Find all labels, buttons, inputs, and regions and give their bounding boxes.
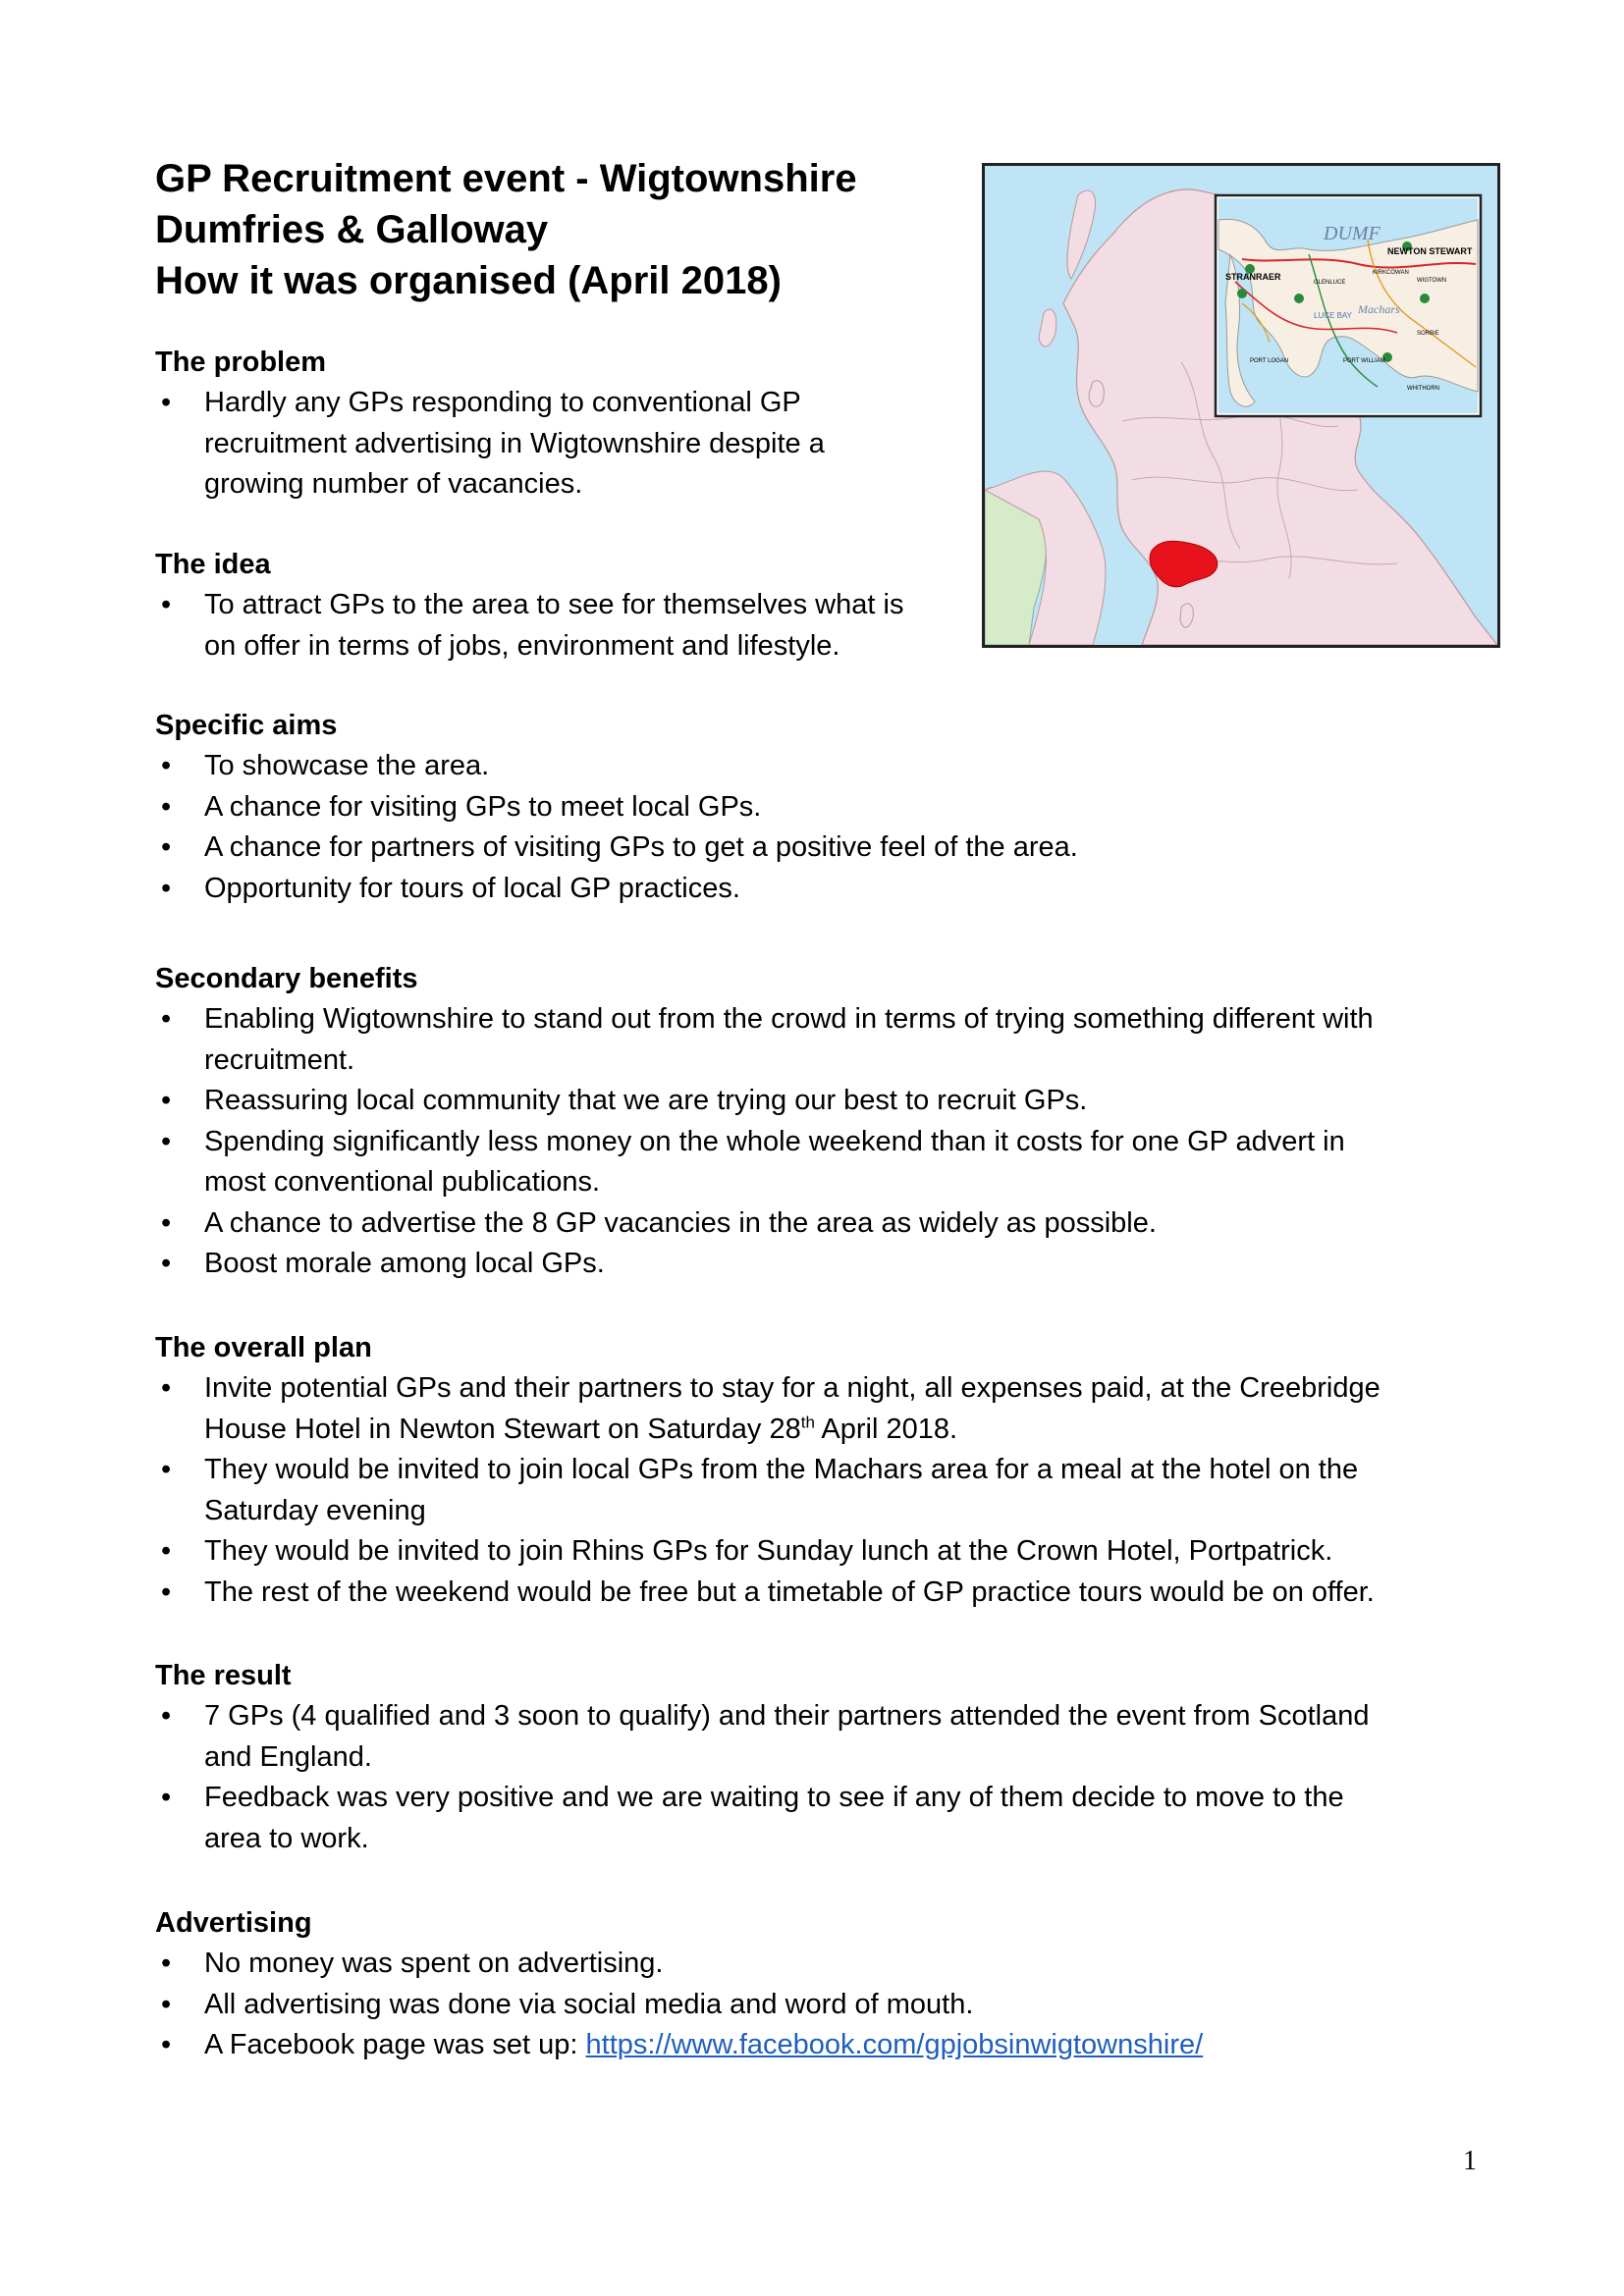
bullet-icon: • bbox=[161, 1372, 172, 1404]
inset-label-port-william: PORT WILLIAM bbox=[1343, 358, 1385, 364]
document-title bbox=[155, 153, 960, 306]
list-item bbox=[155, 1696, 1370, 1778]
list-item bbox=[155, 999, 1374, 1081]
bullet-icon: • bbox=[161, 1700, 172, 1732]
list-item-line: A chance for partners of visiting GPs to get a positive feel of the area. bbox=[204, 831, 1078, 863]
inset-label-newton-stewart: NEWTON STEWART bbox=[1387, 246, 1473, 256]
list-item-line: To showcase the area. bbox=[204, 750, 490, 781]
section-heading: The idea bbox=[155, 549, 271, 580]
inset-label-stranraer: STRANRAER bbox=[1225, 272, 1281, 282]
plan-text-pre: House Hotel in Newton Stewart on Saturday 28 bbox=[204, 1413, 801, 1445]
inset-label-wigtown: WIGTOWN bbox=[1417, 278, 1447, 284]
title-line-1: GP Recruitment event - Wigtownshire bbox=[155, 157, 857, 200]
list-item-line: Boost morale among local GPs. bbox=[204, 1248, 605, 1279]
list-item-line: and England. bbox=[204, 1740, 372, 1773]
inset-label-glenluce: GLENLUCE bbox=[1314, 280, 1346, 286]
facebook-prefix: A Facebook page was set up: bbox=[204, 2029, 586, 2060]
island-skye bbox=[1039, 309, 1056, 347]
bullet-icon: • bbox=[161, 2029, 172, 2060]
bullet-icon: • bbox=[161, 1575, 172, 1608]
list-item bbox=[155, 1573, 1380, 1614]
list-item-line: Spending significantly less money on the whole weekend than it costs for one GP advert in bbox=[204, 1125, 1345, 1157]
inset-label-dumfries: DUMF bbox=[1324, 223, 1380, 244]
inset-label-luce-bay: LUCE BAY bbox=[1314, 311, 1352, 320]
list-item bbox=[155, 828, 1078, 869]
section-the-result bbox=[155, 1655, 1370, 1859]
section-heading: The result bbox=[155, 1660, 292, 1691]
list-item-line bbox=[204, 1410, 1380, 1451]
bullet-icon: • bbox=[161, 589, 172, 620]
inset-label-machars: Machars bbox=[1358, 302, 1400, 316]
list-item bbox=[155, 383, 825, 506]
section-heading: Advertising bbox=[155, 1907, 312, 1939]
section-the-idea bbox=[155, 544, 903, 667]
list-item-line: No money was spent on advertising. bbox=[204, 1948, 664, 1979]
bullet-icon: • bbox=[161, 1782, 172, 1813]
inset-marker-6 bbox=[1237, 289, 1247, 298]
bullet-icon: • bbox=[161, 1206, 172, 1239]
list-item bbox=[155, 787, 1078, 828]
list-item-line: growing number of vacancies. bbox=[204, 468, 583, 500]
section-the-problem bbox=[155, 342, 825, 506]
bullet-icon: • bbox=[161, 1125, 172, 1157]
bullet-list bbox=[155, 1368, 1380, 1613]
section-overall-plan bbox=[155, 1327, 1380, 1613]
bullet-list bbox=[155, 1944, 1203, 2066]
list-item-line: The rest of the weekend would be free but a timetable of GP practice tours would be on offer. bbox=[204, 1575, 1375, 1608]
list-item-line: Saturday evening bbox=[204, 1494, 426, 1526]
bullet-list bbox=[155, 383, 825, 506]
list-item bbox=[155, 1203, 1374, 1245]
title-line-2: Dumfries & Galloway bbox=[155, 208, 549, 251]
list-item bbox=[155, 1081, 1374, 1122]
facebook-page-link[interactable]: https://www.facebook.com/gpjobsinwigtownshire/ bbox=[585, 2029, 1204, 2060]
inset-label-whithorn: WHITHORN bbox=[1407, 386, 1439, 392]
bullet-icon: • bbox=[161, 1948, 172, 1979]
inset-map bbox=[1216, 195, 1481, 416]
title-line-3: How it was organised (April 2018) bbox=[155, 259, 782, 302]
bullet-icon: • bbox=[161, 831, 172, 863]
section-heading: The overall plan bbox=[155, 1332, 372, 1363]
bullet-icon: • bbox=[161, 1988, 172, 2020]
list-item-line bbox=[204, 2025, 1203, 2066]
list-item bbox=[155, 1531, 1380, 1573]
inset-label-sorbie: SORBIE bbox=[1417, 331, 1439, 337]
bullet-icon: • bbox=[161, 750, 172, 781]
list-item bbox=[155, 1244, 1374, 1285]
list-item-line: most conventional publications. bbox=[204, 1166, 601, 1198]
list-item-line: A chance to advertise the 8 GP vacancies in the area as widely as possible. bbox=[204, 1206, 1157, 1239]
list-item bbox=[155, 2025, 1203, 2066]
map-svg bbox=[985, 166, 1497, 645]
list-item-line: area to work. bbox=[204, 1822, 369, 1854]
list-item-line: on offer in terms of jobs, environment and lifestyle. bbox=[204, 629, 840, 662]
inset-marker-2 bbox=[1294, 294, 1304, 303]
list-item-line: Reassuring local community that we are trying our best to recruit GPs. bbox=[204, 1085, 1088, 1116]
list-item bbox=[155, 1944, 1203, 1985]
section-secondary-benefits bbox=[155, 958, 1374, 1285]
list-item-line: Hardly any GPs responding to conventional GP bbox=[204, 387, 801, 418]
bullet-icon: • bbox=[161, 790, 172, 823]
inset-label-port-logan: PORT LOGAN bbox=[1250, 358, 1289, 364]
list-item-line: A chance for visiting GPs to meet local GPs. bbox=[204, 790, 762, 823]
list-item-line: Feedback was very positive and we are waiting to see if any of them decide to move to the bbox=[204, 1782, 1344, 1813]
bullet-icon: • bbox=[161, 1454, 172, 1485]
list-item-line: Invite potential GPs and their partners to stay for a night, all expenses paid, at the Creebridge bbox=[204, 1372, 1380, 1404]
ordinal-suffix: th bbox=[800, 1412, 815, 1431]
inset-marker-4 bbox=[1420, 294, 1430, 303]
section-advertising bbox=[155, 1902, 1203, 2066]
bullet-list bbox=[155, 1696, 1370, 1859]
bullet-list bbox=[155, 585, 903, 667]
list-item-line: To attract GPs to the area to see for themselves what is bbox=[204, 589, 904, 620]
plan-text-post: April 2018. bbox=[814, 1413, 958, 1445]
list-item-line: 7 GPs (4 qualified and 3 soon to qualify) and their partners attended the event from Scotland bbox=[204, 1700, 1370, 1732]
bullet-list bbox=[155, 746, 1078, 909]
location-map bbox=[982, 163, 1500, 648]
section-heading: Secondary benefits bbox=[155, 963, 418, 994]
list-item bbox=[155, 869, 1078, 910]
list-item-line: Enabling Wigtownshire to stand out from the crowd in terms of trying something different with bbox=[204, 1003, 1374, 1035]
list-item bbox=[155, 1368, 1380, 1450]
list-item-line: They would be invited to join local GPs from the Machars area for a meal at the hotel on the bbox=[204, 1454, 1359, 1485]
list-item-line: recruitment. bbox=[204, 1043, 355, 1076]
list-item bbox=[155, 1778, 1370, 1859]
bullet-icon: • bbox=[161, 1085, 172, 1116]
section-heading: Specific aims bbox=[155, 710, 338, 741]
list-item bbox=[155, 1450, 1380, 1531]
section-heading: The problem bbox=[155, 347, 327, 378]
list-item bbox=[155, 1122, 1374, 1203]
bullet-icon: • bbox=[161, 387, 172, 418]
bullet-list bbox=[155, 999, 1374, 1285]
list-item bbox=[155, 585, 903, 667]
bullet-icon: • bbox=[161, 872, 172, 904]
list-item-line: recruitment advertising in Wigtownshire despite a bbox=[204, 427, 825, 459]
list-item-line: They would be invited to join Rhins GPs for Sunday lunch at the Crown Hotel, Portpatrick. bbox=[204, 1535, 1333, 1567]
list-item-line: Opportunity for tours of local GP practices. bbox=[204, 872, 740, 904]
bullet-icon: • bbox=[161, 1248, 172, 1279]
list-item bbox=[155, 746, 1078, 787]
page-number: 1 bbox=[1463, 2146, 1477, 2176]
section-specific-aims bbox=[155, 705, 1078, 909]
bullet-icon: • bbox=[161, 1535, 172, 1567]
inset-label-kirkcowan: KIRKCOWAN bbox=[1373, 270, 1409, 276]
list-item-line: All advertising was done via social media and word of mouth. bbox=[204, 1988, 974, 2020]
list-item bbox=[155, 1985, 1203, 2026]
bullet-icon: • bbox=[161, 1003, 172, 1035]
